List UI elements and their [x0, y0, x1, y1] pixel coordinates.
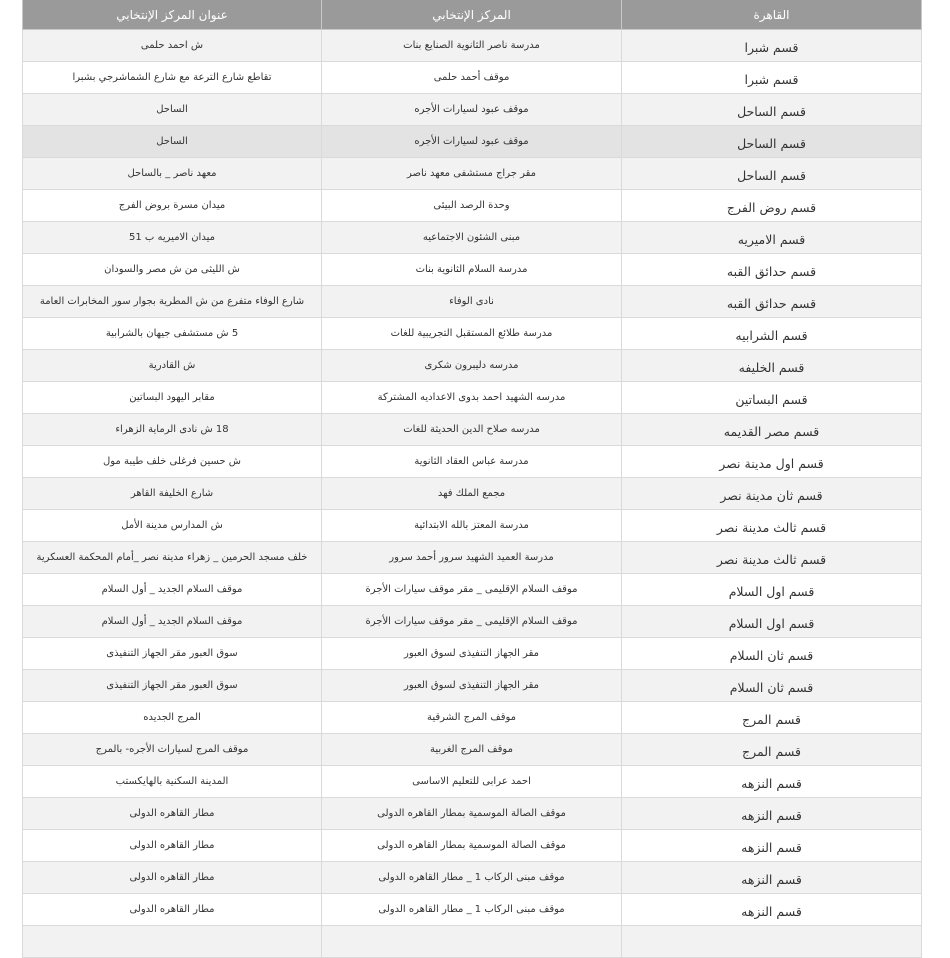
district-cell: قسم مصر القديمه [622, 414, 922, 446]
center-cell: مقر جراج مستشفى معهد ناصر [322, 158, 622, 190]
address-cell: معهد ناصر _ بالساحل [23, 158, 322, 190]
table-row [23, 862, 922, 894]
table-row [23, 446, 922, 478]
table-row [23, 734, 922, 766]
center-cell: موقف أحمد حلمى [322, 62, 622, 94]
district-cell [622, 926, 922, 958]
address-cell: سوق العبور مقر الجهاز التنفيذى [23, 670, 322, 702]
center-cell: مبنى الشئون الاجتماعيه [322, 222, 622, 254]
district-cell: قسم ثان مدينة نصر [622, 478, 922, 510]
address-cell: مطار القاهره الدولى [23, 894, 322, 926]
table-row [23, 62, 922, 94]
address-cell: مقابر اليهود البساتين [23, 382, 322, 414]
center-cell: موقف الصالة الموسمية بمطار القاهره الدولى [322, 798, 622, 830]
center-cell [322, 926, 622, 958]
table-header [23, 0, 922, 30]
district-cell: قسم اول مدينة نصر [622, 446, 922, 478]
table-row [23, 574, 922, 606]
district-cell: قسم حدائق القبه [622, 286, 922, 318]
district-cell: قسم روض الفرج [622, 190, 922, 222]
table-row [23, 894, 922, 926]
address-cell: 18 ش نادى الرماية الزهراء [23, 414, 322, 446]
table-row [23, 126, 922, 158]
center-cell: نادى الوفاء [322, 286, 622, 318]
table-row [23, 382, 922, 414]
center-cell: مدرسه الشهيد احمد بدوى الاعداديه المشتركة [322, 382, 622, 414]
address-cell: مطار القاهره الدولى [23, 830, 322, 862]
district-cell: قسم النزهه [622, 766, 922, 798]
center-cell: موقف عبود لسيارات الأجره [322, 126, 622, 158]
center-cell: مدرسه دليبرون شكرى [322, 350, 622, 382]
district-cell: قسم المرج [622, 734, 922, 766]
center-cell: موقف المرج الشرقية [322, 702, 622, 734]
center-cell: موقف السلام الإقليمى _ مقر موقف سيارات الأجرة [322, 574, 622, 606]
district-cell: قسم اول السلام [622, 574, 922, 606]
district-cell: قسم شبرا [622, 62, 922, 94]
center-cell: وحدة الرصد البيئى [322, 190, 622, 222]
table-row [23, 702, 922, 734]
address-cell: خلف مسجد الحرمين _ زهراء مدينة نصر _أمام المحكمة العسكرية [23, 542, 322, 574]
address-cell: موقف السلام الجديد _ أول السلام [23, 606, 322, 638]
address-cell: ميدان الاميريه ب 51 [23, 222, 322, 254]
address-cell: شارع الوفاء متفرع من ش المطرية بجوار سور المخابرات العامة [23, 286, 322, 318]
address-cell: ش احمد حلمى [23, 30, 322, 62]
district-cell: قسم النزهه [622, 798, 922, 830]
table-row [23, 222, 922, 254]
table-row [23, 318, 922, 350]
table-row [23, 254, 922, 286]
polling-centers-table-container [22, 0, 921, 919]
center-cell: موقف السلام الإقليمى _ مقر موقف سيارات الأجرة [322, 606, 622, 638]
center-cell: موقف مبنى الركاب 1 _ مطار القاهره الدولى [322, 894, 622, 926]
district-cell: قسم النزهه [622, 862, 922, 894]
center-cell: مدرسة العميد الشهيد سرور أحمد سرور [322, 542, 622, 574]
center-cell: مدرسة عباس العقاد الثانوية [322, 446, 622, 478]
address-cell: ش القادرية [23, 350, 322, 382]
district-cell: قسم البساتين [622, 382, 922, 414]
table-row [23, 510, 922, 542]
district-cell: قسم النزهه [622, 894, 922, 926]
district-cell: قسم الساحل [622, 158, 922, 190]
table-row [23, 414, 922, 446]
table-row [23, 670, 922, 702]
center-cell: مقر الجهاز التنفيذى لسوق العبور [322, 638, 622, 670]
district-cell: قسم شبرا [622, 30, 922, 62]
address-cell: المرج الجديده [23, 702, 322, 734]
center-cell: مدرسه صلاح الدين الحديثة للغات [322, 414, 622, 446]
address-cell: شارع الخليفة القاهر [23, 478, 322, 510]
center-cell: مدرسة المعتز بالله الابتدائية [322, 510, 622, 542]
address-cell: سوق العبور مقر الجهاز التنفيذى [23, 638, 322, 670]
district-cell: قسم اول السلام [622, 606, 922, 638]
table-row [23, 926, 922, 958]
polling-centers-table [22, 0, 922, 958]
header-row [23, 0, 922, 30]
address-cell: موقف السلام الجديد _ أول السلام [23, 574, 322, 606]
table-row [23, 638, 922, 670]
table-row [23, 350, 922, 382]
center-cell: مدرسة ناصر الثانوية الصنايع بنات [322, 30, 622, 62]
table-row [23, 606, 922, 638]
table-row [23, 766, 922, 798]
address-cell: 5 ش مستشفى جيهان بالشرابية [23, 318, 322, 350]
address-cell: الساحل [23, 94, 322, 126]
center-cell: مدرسة طلائع المستقبل التجريبية للغات [322, 318, 622, 350]
header-center: المركز الإنتخابي [322, 0, 622, 30]
address-cell: مطار القاهره الدولى [23, 798, 322, 830]
table-row [23, 158, 922, 190]
address-cell: موقف المرج لسيارات الأجره- بالمرج [23, 734, 322, 766]
district-cell: قسم ثالث مدينة نصر [622, 510, 922, 542]
address-cell: ش الليثى من ش مصر والسودان [23, 254, 322, 286]
table-body [23, 30, 922, 958]
address-cell: ش حسين فرغلى خلف طيبة مول [23, 446, 322, 478]
address-cell: مطار القاهره الدولى [23, 862, 322, 894]
address-cell: ش المدارس مدينة الأمل [23, 510, 322, 542]
table-row [23, 542, 922, 574]
center-cell: مجمع الملك فهد [322, 478, 622, 510]
table-row [23, 478, 922, 510]
address-cell: الساحل [23, 126, 322, 158]
address-cell: ميدان مسرة بروض الفرج [23, 190, 322, 222]
address-cell: تقاطع شارع الترعة مع شارع الشماشرجي بشبرا [23, 62, 322, 94]
center-cell: موقف الصالة الموسمية بمطار القاهره الدولى [322, 830, 622, 862]
table-row [23, 30, 922, 62]
district-cell: قسم النزهه [622, 830, 922, 862]
district-cell: قسم الاميريه [622, 222, 922, 254]
district-cell: قسم الساحل [622, 94, 922, 126]
district-cell: قسم ثان السلام [622, 638, 922, 670]
center-cell: موقف المرج الغربية [322, 734, 622, 766]
district-cell: قسم المرج [622, 702, 922, 734]
district-cell: قسم ثان السلام [622, 670, 922, 702]
header-address: عنوان المركز الإنتخابي [23, 0, 322, 30]
district-cell: قسم الخليفه [622, 350, 922, 382]
table-row [23, 94, 922, 126]
address-cell [23, 926, 322, 958]
center-cell: مدرسة السلام الثانوية بنات [322, 254, 622, 286]
district-cell: قسم الشرابيه [622, 318, 922, 350]
table-row [23, 286, 922, 318]
table-row [23, 830, 922, 862]
district-cell: قسم حدائق القبه [622, 254, 922, 286]
center-cell: مقر الجهاز التنفيذى لسوق العبور [322, 670, 622, 702]
address-cell: المدينة السكنية بالهايكستب [23, 766, 322, 798]
center-cell: احمد عرابى للتعليم الاساسى [322, 766, 622, 798]
center-cell: موقف مبنى الركاب 1 _ مطار القاهره الدولى [322, 862, 622, 894]
header-district: القاهرة [622, 0, 922, 30]
district-cell: قسم ثالث مدينة نصر [622, 542, 922, 574]
table-row [23, 798, 922, 830]
table-row [23, 190, 922, 222]
district-cell: قسم الساحل [622, 126, 922, 158]
center-cell: موقف عبود لسيارات الأجره [322, 94, 622, 126]
